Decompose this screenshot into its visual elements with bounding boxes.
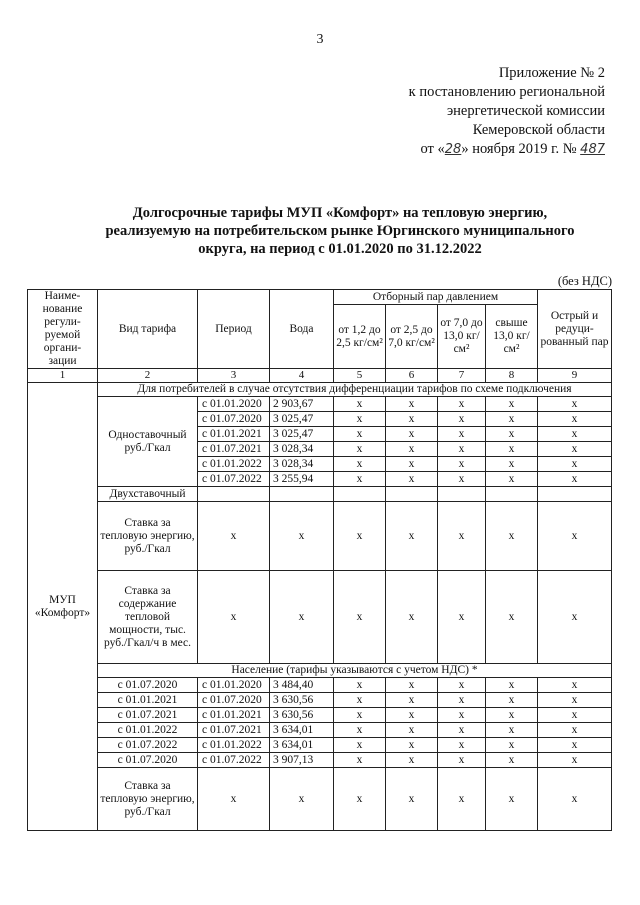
x-mark: x — [538, 472, 612, 487]
header-steam-group: Отборный пар давлением — [334, 290, 538, 305]
col-number: 8 — [486, 369, 538, 383]
x-mark: x — [538, 571, 612, 664]
title-line-1: Долгосрочные тарифы МУП «Комфорт» на тепловую энергию, — [132, 205, 548, 221]
period-cell: с 01.07.2022 — [198, 753, 270, 768]
population-period-label: с 01.07.2020 — [98, 678, 198, 693]
date-day: 28 — [444, 142, 462, 157]
col-number: 3 — [198, 369, 270, 383]
x-mark: x — [334, 723, 386, 738]
x-mark: x — [486, 768, 538, 831]
rate-capacity-label: Ставка за содержание тепловой мощности, тыс. руб./Гкал/ч в мес. — [98, 571, 198, 664]
x-mark: x — [386, 708, 438, 723]
water-tariff: 3 907,13 — [270, 753, 334, 768]
population-period-label: с 01.01.2022 — [98, 723, 198, 738]
x-mark: x — [198, 571, 270, 664]
x-mark: x — [438, 412, 486, 427]
col-number: 5 — [334, 369, 386, 383]
water-tariff: 3 484,40 — [270, 678, 334, 693]
period-cell: с 01.01.2021 — [198, 427, 270, 442]
period-cell: с 01.07.2020 — [198, 693, 270, 708]
empty-cell — [386, 487, 438, 502]
col-number: 7 — [438, 369, 486, 383]
period-cell: с 01.01.2021 — [198, 708, 270, 723]
x-mark: x — [538, 427, 612, 442]
x-mark: x — [334, 678, 386, 693]
x-mark: x — [438, 502, 486, 571]
x-mark: x — [386, 472, 438, 487]
x-mark: x — [486, 502, 538, 571]
organization-name: МУП «Комфорт» — [28, 383, 98, 831]
page-number: 3 — [316, 32, 324, 47]
single-rate-label: Одноставочный руб./Гкал — [98, 397, 198, 487]
x-mark: x — [486, 412, 538, 427]
x-mark: x — [538, 442, 612, 457]
x-mark: x — [386, 571, 438, 664]
x-mark: x — [438, 723, 486, 738]
water-tariff: 3 028,34 — [270, 442, 334, 457]
header-tariff-type: Вид тарифа — [98, 290, 198, 369]
x-mark: x — [386, 723, 438, 738]
section-heading-2: Население (тарифы указываются с учетом НДС) * — [98, 664, 612, 678]
water-tariff: 3 025,47 — [270, 427, 334, 442]
header-steam-3: от 7,0 до 13,0 кг/см² — [438, 305, 486, 369]
x-mark: x — [334, 768, 386, 831]
population-period-label: с 01.01.2021 — [98, 693, 198, 708]
empty-cell — [198, 487, 270, 502]
x-mark: x — [386, 753, 438, 768]
x-mark: x — [486, 442, 538, 457]
population-period-label: с 01.07.2022 — [98, 738, 198, 753]
x-mark: x — [386, 678, 438, 693]
appendix-line-3: Кемеровской области — [472, 122, 605, 138]
header-water: Вода — [270, 290, 334, 369]
x-mark: x — [334, 571, 386, 664]
col-number: 4 — [270, 369, 334, 383]
x-mark: x — [438, 693, 486, 708]
section-heading-1: Для потребителей в случае отсутствия дифференциации тарифов по схеме подключения — [98, 383, 612, 397]
period-cell: с 01.07.2021 — [198, 723, 270, 738]
x-mark: x — [486, 738, 538, 753]
x-mark: x — [386, 693, 438, 708]
x-mark: x — [486, 693, 538, 708]
x-mark: x — [438, 397, 486, 412]
period-cell: с 01.01.2022 — [198, 738, 270, 753]
col-number: 9 — [538, 369, 612, 383]
x-mark: x — [438, 738, 486, 753]
col-number: 1 — [28, 369, 98, 383]
document-title — [60, 204, 620, 258]
appendix-line-2: энергетической комиссии — [446, 103, 605, 119]
x-mark: x — [198, 768, 270, 831]
water-tariff: 3 630,56 — [270, 708, 334, 723]
empty-cell — [538, 487, 612, 502]
x-mark: x — [438, 427, 486, 442]
x-mark: x — [334, 738, 386, 753]
x-mark: x — [270, 768, 334, 831]
x-mark: x — [334, 708, 386, 723]
x-mark: x — [538, 753, 612, 768]
x-mark: x — [486, 708, 538, 723]
period-cell: с 01.07.2021 — [198, 442, 270, 457]
x-mark: x — [538, 723, 612, 738]
appendix-title: Приложение № 2 — [498, 65, 605, 81]
x-mark: x — [538, 708, 612, 723]
x-mark: x — [486, 457, 538, 472]
rate-energy-label: Ставка за тепловую энергию, руб./Гкал — [98, 768, 198, 831]
water-tariff: 3 025,47 — [270, 412, 334, 427]
water-tariff: 3 630,56 — [270, 693, 334, 708]
period-cell: с 01.01.2022 — [198, 457, 270, 472]
x-mark: x — [334, 457, 386, 472]
period-cell: с 01.07.2022 — [198, 472, 270, 487]
title-line-3: округа, на период с 01.01.2020 по 31.12.2022 — [198, 241, 482, 257]
empty-cell — [438, 487, 486, 502]
x-mark: x — [334, 427, 386, 442]
x-mark: x — [438, 571, 486, 664]
x-mark: x — [538, 502, 612, 571]
x-mark: x — [386, 397, 438, 412]
x-mark: x — [538, 412, 612, 427]
header-period: Период — [198, 290, 270, 369]
rate-energy-label: Ставка за тепловую энергию, руб./Гкал — [98, 502, 198, 571]
x-mark: x — [486, 723, 538, 738]
date-mid: » ноября 2019 г. № — [461, 141, 577, 157]
two-rate-label: Двухставочный — [98, 487, 198, 502]
period-cell: с 01.01.2020 — [198, 678, 270, 693]
x-mark: x — [486, 427, 538, 442]
x-mark: x — [334, 502, 386, 571]
x-mark: x — [486, 571, 538, 664]
period-cell: с 01.01.2020 — [198, 397, 270, 412]
empty-cell — [334, 487, 386, 502]
x-mark: x — [386, 457, 438, 472]
x-mark: x — [334, 397, 386, 412]
x-mark: x — [538, 738, 612, 753]
x-mark: x — [334, 693, 386, 708]
x-mark: x — [198, 502, 270, 571]
x-mark: x — [538, 768, 612, 831]
x-mark: x — [538, 457, 612, 472]
x-mark: x — [270, 502, 334, 571]
tariff-table — [27, 289, 612, 831]
population-period-label: с 01.07.2020 — [98, 753, 198, 768]
empty-cell — [270, 487, 334, 502]
water-tariff: 3 255,94 — [270, 472, 334, 487]
x-mark: x — [386, 738, 438, 753]
x-mark: x — [386, 502, 438, 571]
x-mark: x — [438, 472, 486, 487]
x-mark: x — [438, 678, 486, 693]
x-mark: x — [334, 753, 386, 768]
water-tariff: 3 634,01 — [270, 723, 334, 738]
x-mark: x — [386, 768, 438, 831]
title-line-2: реализуемую на потребительском рынке Юргинского муниципального — [105, 223, 575, 239]
header-sharp-steam: Острый и редуци-рованный пар — [538, 290, 612, 369]
document-number: 487 — [580, 142, 605, 157]
col-number: 6 — [386, 369, 438, 383]
x-mark: x — [334, 412, 386, 427]
appendix-date-line — [330, 140, 605, 159]
water-tariff: 2 903,67 — [270, 397, 334, 412]
x-mark: x — [538, 678, 612, 693]
x-mark: x — [386, 427, 438, 442]
header-steam-2: от 2,5 до 7,0 кг/см² — [386, 305, 438, 369]
header-steam-1: от 1,2 до 2,5 кг/см² — [334, 305, 386, 369]
vat-note: (без НДС) — [557, 274, 612, 288]
x-mark: x — [438, 442, 486, 457]
x-mark: x — [386, 442, 438, 457]
x-mark: x — [334, 472, 386, 487]
x-mark: x — [438, 768, 486, 831]
header-org-name: Наиме-нование регули-руемой органи-зации — [28, 290, 98, 369]
water-tariff: 3 028,34 — [270, 457, 334, 472]
period-cell: с 01.07.2020 — [198, 412, 270, 427]
x-mark: x — [538, 397, 612, 412]
x-mark: x — [486, 472, 538, 487]
appendix-line-1: к постановлению региональной — [408, 84, 605, 100]
x-mark: x — [270, 571, 334, 664]
x-mark: x — [438, 457, 486, 472]
water-tariff: 3 634,01 — [270, 738, 334, 753]
col-number: 2 — [98, 369, 198, 383]
x-mark: x — [334, 442, 386, 457]
population-period-label: с 01.07.2021 — [98, 708, 198, 723]
x-mark: x — [486, 397, 538, 412]
x-mark: x — [486, 753, 538, 768]
appendix-block — [330, 64, 605, 159]
x-mark: x — [538, 693, 612, 708]
x-mark: x — [386, 412, 438, 427]
x-mark: x — [486, 678, 538, 693]
x-mark: x — [438, 708, 486, 723]
empty-cell — [486, 487, 538, 502]
date-prefix: от « — [420, 141, 445, 157]
x-mark: x — [438, 753, 486, 768]
header-steam-4: свыше 13,0 кг/см² — [486, 305, 538, 369]
